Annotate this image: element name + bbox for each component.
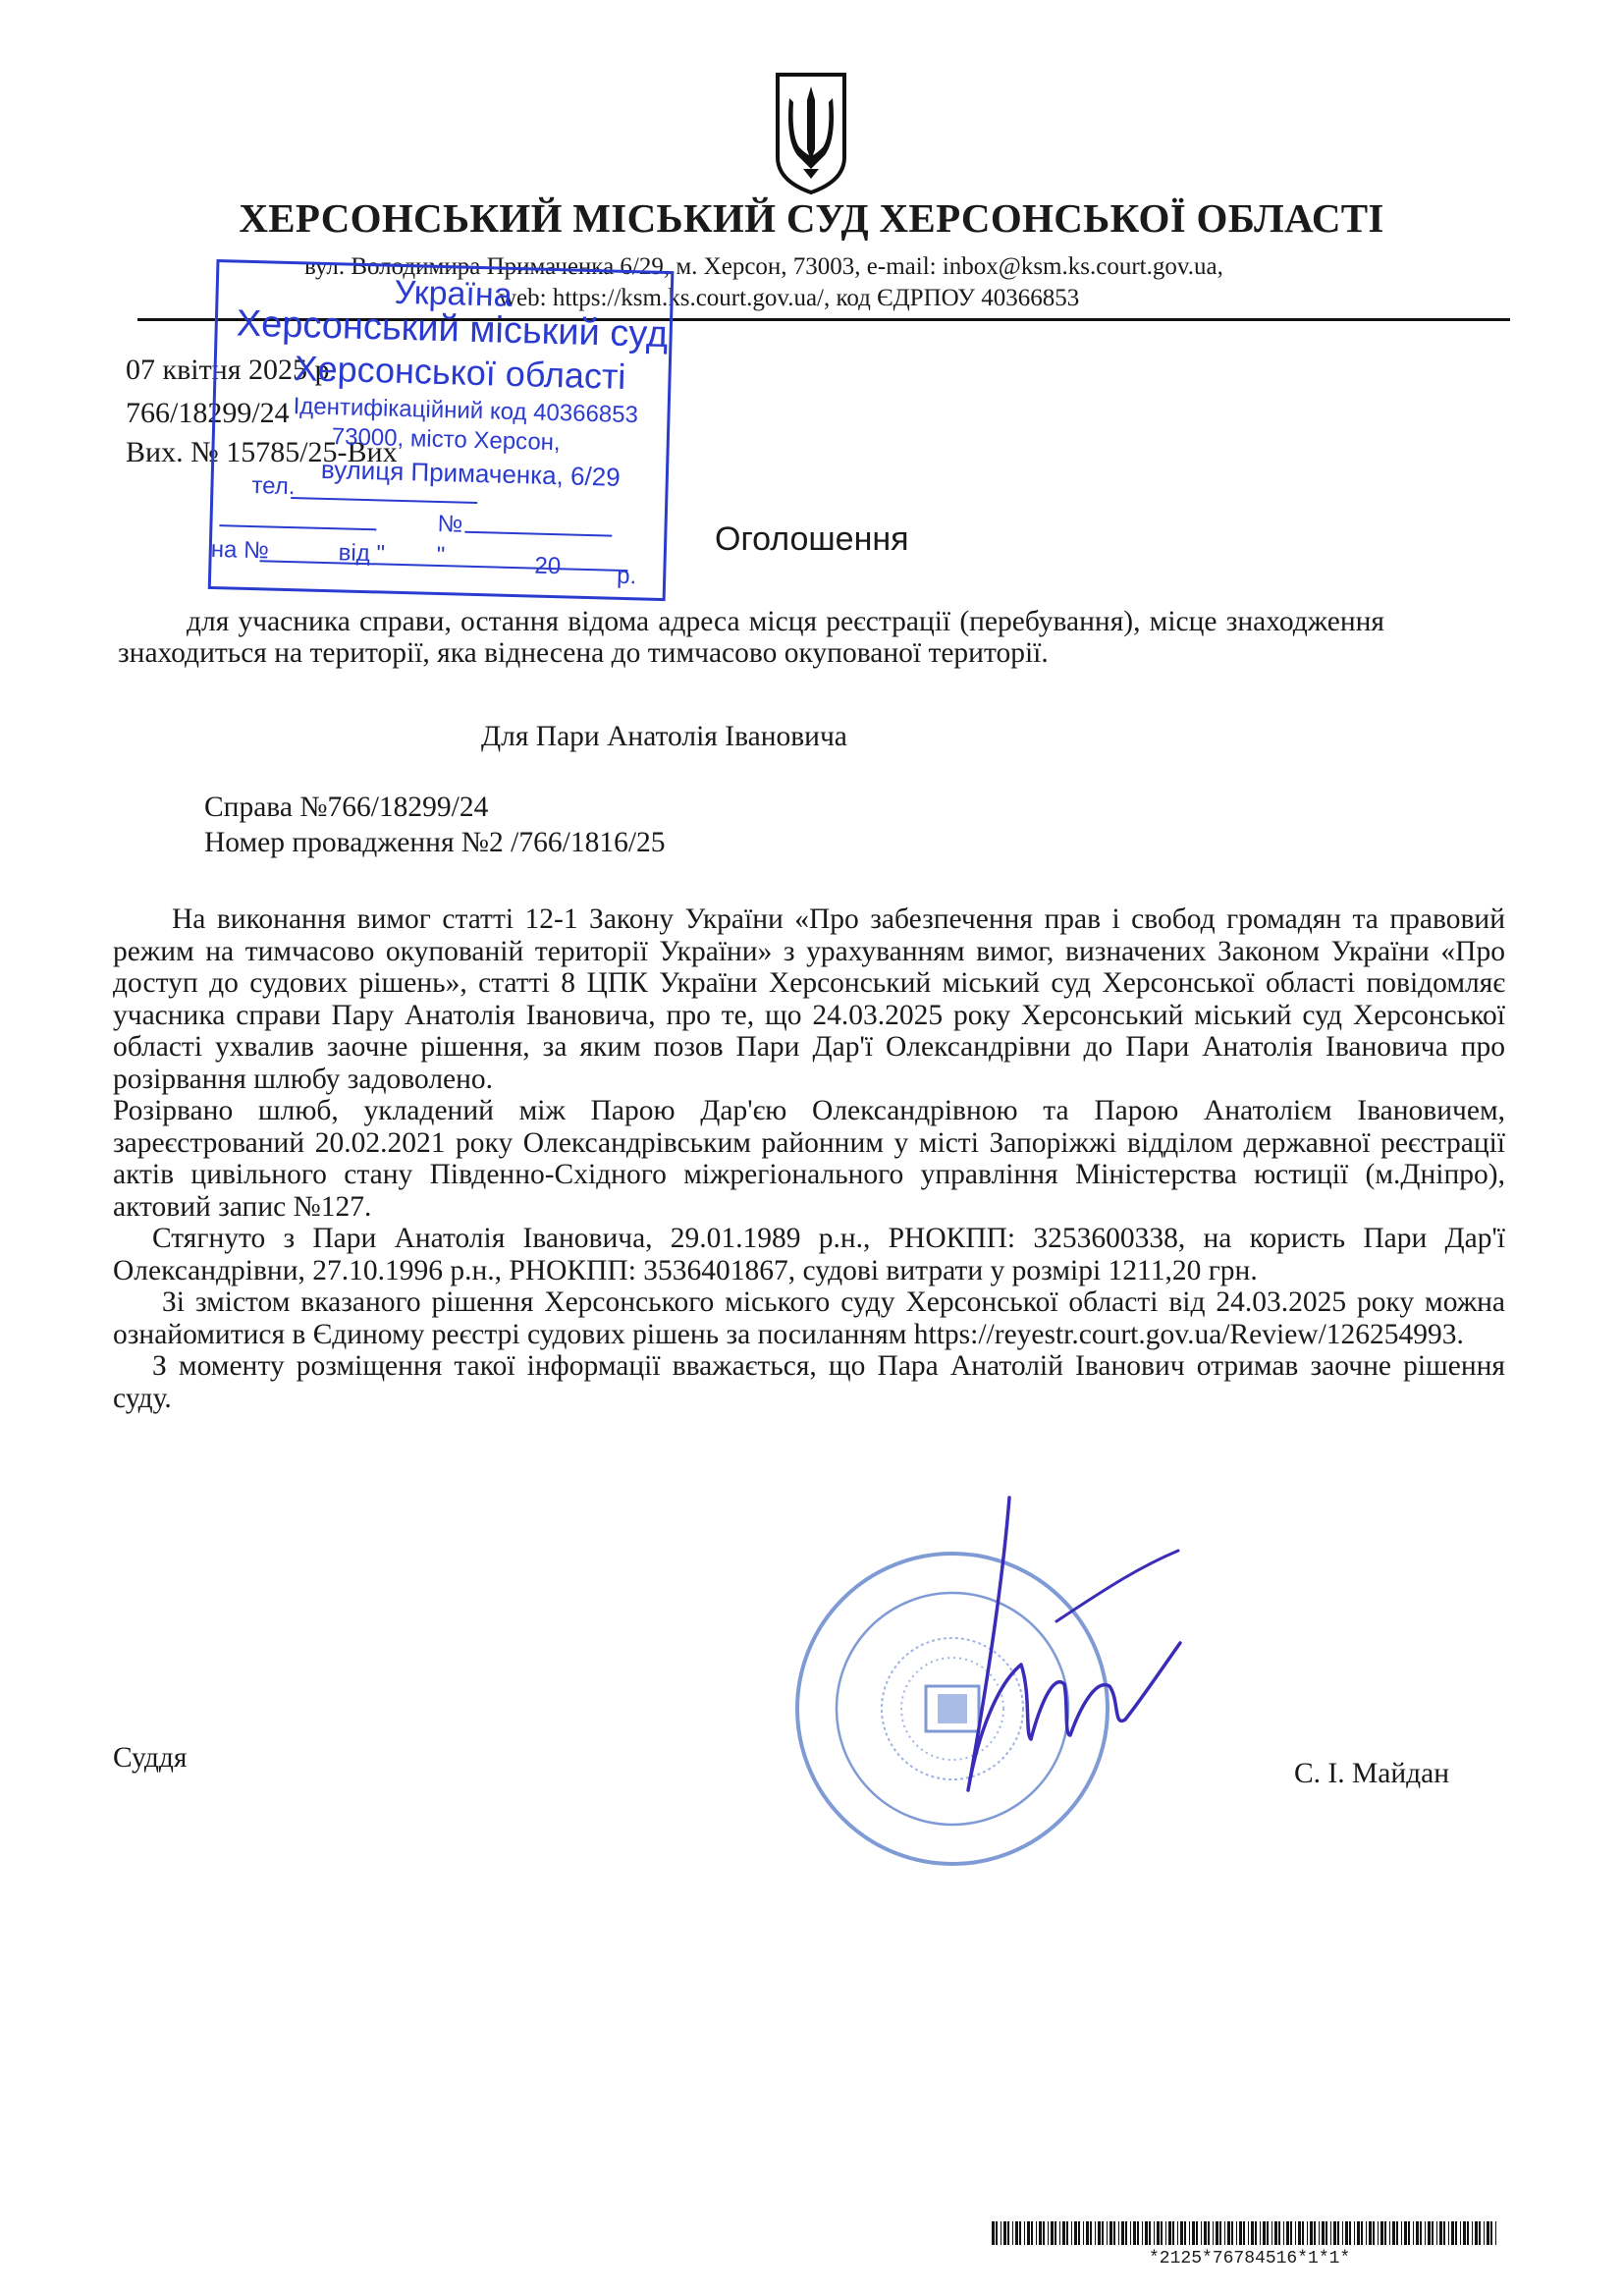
court-name-heading: ХЕРСОНСЬКИЙ МІСЬКИЙ СУД ХЕРСОНСЬКОЇ ОБЛАСТІ — [239, 195, 1384, 241]
stamp-city: 73000, місто Херсон, — [331, 423, 562, 457]
stamp-street: вулиця Примаченка, 6/29 — [320, 454, 622, 492]
stamp-country: Україна — [394, 273, 514, 314]
notice-addressee: Для Пари Анатолія Івановича — [481, 721, 847, 752]
body-paragraph-2: Розірвано шлюб, укладений між Парою Дар'єю Олександрівною та Парою Анатолієм Івановичем, зареєстрований 20.02.2021 року Олександрівським районним у місті Запоріжжі відділом державної реєстрації актів цивільного стану Південно-Східного міжрегіонального управління Міністерства юстиції (м.Дніпро), актовий запис №127. — [113, 1095, 1505, 1223]
body-paragraph-4: Зі змістом вказаного рішення Херсонського міського суду Херсонської області від 24.03.2025 року можна ознайомитися в Єдиному реєстрі судових рішень за посиланням https://reyestr.court.gov.ua/Review/126254993. — [113, 1286, 1505, 1350]
notice-body — [113, 903, 1505, 1414]
judge-signature — [884, 1478, 1188, 1802]
barcode-text: *2125*76784516*1*1* — [1149, 2249, 1351, 2269]
stamp-court-name: Херсонський міський суд — [236, 302, 669, 356]
notice-intro: для учасника справи, остання відома адреса місця реєстрації (перебування), місце знаходження знаходиться на території, яка віднесена до тимчасово окупованої території. — [118, 606, 1384, 669]
judge-role-label: Суддя — [113, 1742, 188, 1774]
stamp-from-label: від " — [338, 539, 386, 568]
case-number-line: Справа №766/18299/24 — [204, 792, 489, 823]
judge-name: С. І. Майдан — [1294, 1758, 1450, 1789]
coat-of-arms-emblem — [774, 71, 848, 196]
stamp-id-code: Ідентифікаційний код 40366853 — [293, 393, 639, 429]
stamp-region: Херсонської області — [294, 348, 626, 397]
proceeding-number-line: Номер провадження №2 /766/1816/25 — [204, 827, 666, 858]
notice-title: Оголошення — [715, 520, 909, 558]
court-address: вул. Володимира Примаченка 6/29, м. Херсон, 73003, e-mail: inbox@ksm.ks.court.gov.ua, — [304, 253, 1223, 280]
outgoing-date: 07 квітня 2025 р. — [126, 354, 338, 386]
body-paragraph-5: З моменту розміщення такої інформації вважається, що Пара Анатолій Іванович отримав заочне рішення суду. — [113, 1350, 1505, 1414]
stamp-phone-label: тел. — [251, 472, 296, 501]
stamp-quote-close: " — [436, 541, 446, 570]
registration-stamp — [190, 259, 690, 606]
body-paragraph-1: На виконання вимог статті 12-1 Закону України «Про забезпечення прав і свобод громадян та правовий режим на тимчасово окупованій території України» з урахуванням вимог, визначених Законом України «Про доступ до судових рішень», статті 8 ЦПК України Херсонський міський суд Херсонської області повідомляє учасника справи Пару Анатолія Івановича, про те, що 24.03.2025 року Херсонський міський суд Херсонської області ухвалив заочне рішення, за яким позов Пари Дар'ї Олександрівни до Пари Анатолія Івановича про розірвання шлюбу задоволено. — [113, 903, 1505, 1095]
outgoing-number: Вих. № 15785/25-Вих — [126, 436, 398, 468]
outgoing-case-number: 766/18299/24 — [126, 397, 290, 429]
document-barcode — [992, 2221, 1502, 2245]
court-web-line: web: https://ksm.ks.court.gov.ua/, код ЄДРПОУ 40366853 — [499, 285, 1080, 311]
stamp-ref-label: на № — [210, 535, 270, 565]
body-paragraph-3: Стягнуто з Пари Анатолія Івановича, 29.01.1989 р.н., РНОКПП: 3253600338, на користь Пари Дар'ї Олександрівни, 27.10.1996 р.н., РНОКПП: 3536401867, судові витрати у розмірі 1211,20 грн. — [113, 1223, 1505, 1286]
stamp-number-label: № — [437, 510, 463, 538]
stamp-year: 20 — [534, 552, 562, 580]
stamp-year-suffix: р. — [616, 562, 637, 590]
